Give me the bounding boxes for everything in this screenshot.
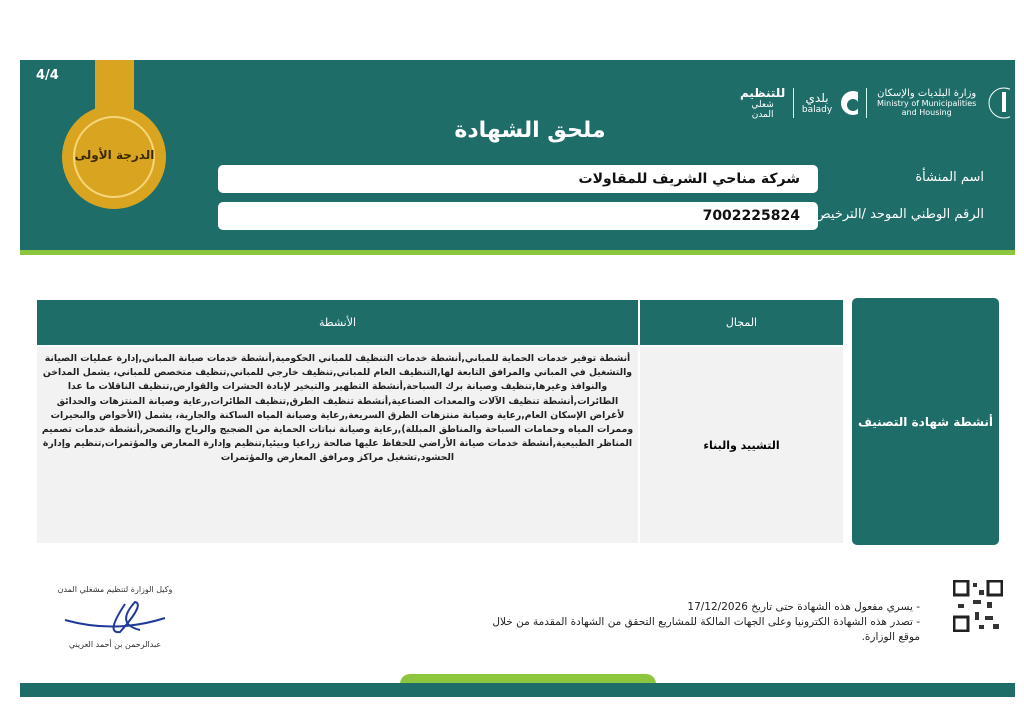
tanzeem-logo: للتنظيم (740, 85, 786, 100)
activities-text: أنشطة توفير خدمات الحماية للمباني,أنشطة خدمات التنظيف للمباني الحكومية,أنشطة خدمات صيانة المباني,إدارة عمليات الصيانة والتشغيل في المباني والمرافق التابعة لها,التنظيف العام للمباني,تنظيف خارجي للمباني,تنظيف متخصص للمباني، يشمل المداخن والنوافذ وغيرها,تنظيف وصيانة برك السباحة,أنشطة التطهير والتبخير لإبادة الحشرات والقوارض,تنظيف الناقلات ما عدا الطائرات,أنشطة تنظيف الآلات والمعدات الصناعية,أنشطة تنظيف الطرق,تنظيف الطائرات,رعاية وصيانة المنتزهات والحدائق لأغراض الإسكان العام,رعاية وصيانة منتزهات الطرق السريعة,رعاية وصيانة المياه الساكنة والجارية، يشمل (الأحواض والبحيرات وممرات المياه وحمامات السباحة والمناطق المبللة),رعاية وصيانة نباتات الحماية من الضجيج والرياح والتصحر,أنشطة خدمات تصميم المناظر الطبيعية,أنشطة خدمات صيانة الأراضي للحفاظ عليها صالحة زراعيا وبيئيا,تنظيم وإدارة المعارض والمؤتمرات,تنظيم وإدارة الحشود,تشغيل مراكز ومرافق المعارض والمؤتمرات (41, 353, 634, 464)
qr-code-icon[interactable] (953, 580, 1003, 632)
signatory-name: عبدالرحمن بن أحمد العريني (68, 640, 162, 649)
activities-header: الأنشطة (37, 300, 638, 345)
notes (470, 600, 920, 645)
signatory-title: وكيل الوزارة لتنظيم مشغلي المدن (57, 585, 173, 594)
ministry-sub: Ministry of Municipalities and Housing (877, 99, 977, 117)
grade-badge-text: الدرجة الأولى (74, 148, 155, 162)
divider (20, 250, 1015, 255)
logos (740, 80, 1010, 125)
emblem-icon (987, 86, 1010, 120)
ministry-logo: وزارة البلديات والإسكان (877, 88, 977, 99)
balady-logo: بلدي (805, 90, 829, 105)
page-title: ملحق الشهادة (454, 118, 606, 143)
classification-card: أنشطة شهادة التصنيف (852, 298, 999, 545)
signature-block (45, 585, 185, 649)
tanzeem-sub: شعلي المدن (751, 99, 774, 120)
signature-icon (55, 594, 175, 638)
footer-band (20, 683, 1015, 697)
domain-value: التشييد والبناء (703, 438, 780, 452)
grade-badge-icon (62, 60, 167, 215)
verification-note: - تصدر هذه الشهادة الكترونيا وعلى الجهات المالكة للمشاريع التحقق من الشهادة المقدمة من خلال موقع الوزارة. (492, 616, 920, 643)
palm-icon (840, 90, 858, 116)
validity-note: - يسري مفعول هذه الشهادة حتى تاريخ 17/12/2026 (687, 601, 920, 613)
balady-sub: balady (801, 104, 833, 115)
establishment-name-label: اسم المنشأة (915, 170, 984, 185)
national-number-label: الرقم الوطني الموحد /الترخيص (815, 207, 984, 222)
domain-cell (640, 347, 843, 543)
page-number: 4/4 (36, 68, 59, 83)
national-number-field: 7002225824 (218, 202, 818, 230)
domain-header: المجال (640, 300, 843, 345)
establishment-name-field: شركة مناحي الشريف للمقاولات (218, 165, 818, 193)
